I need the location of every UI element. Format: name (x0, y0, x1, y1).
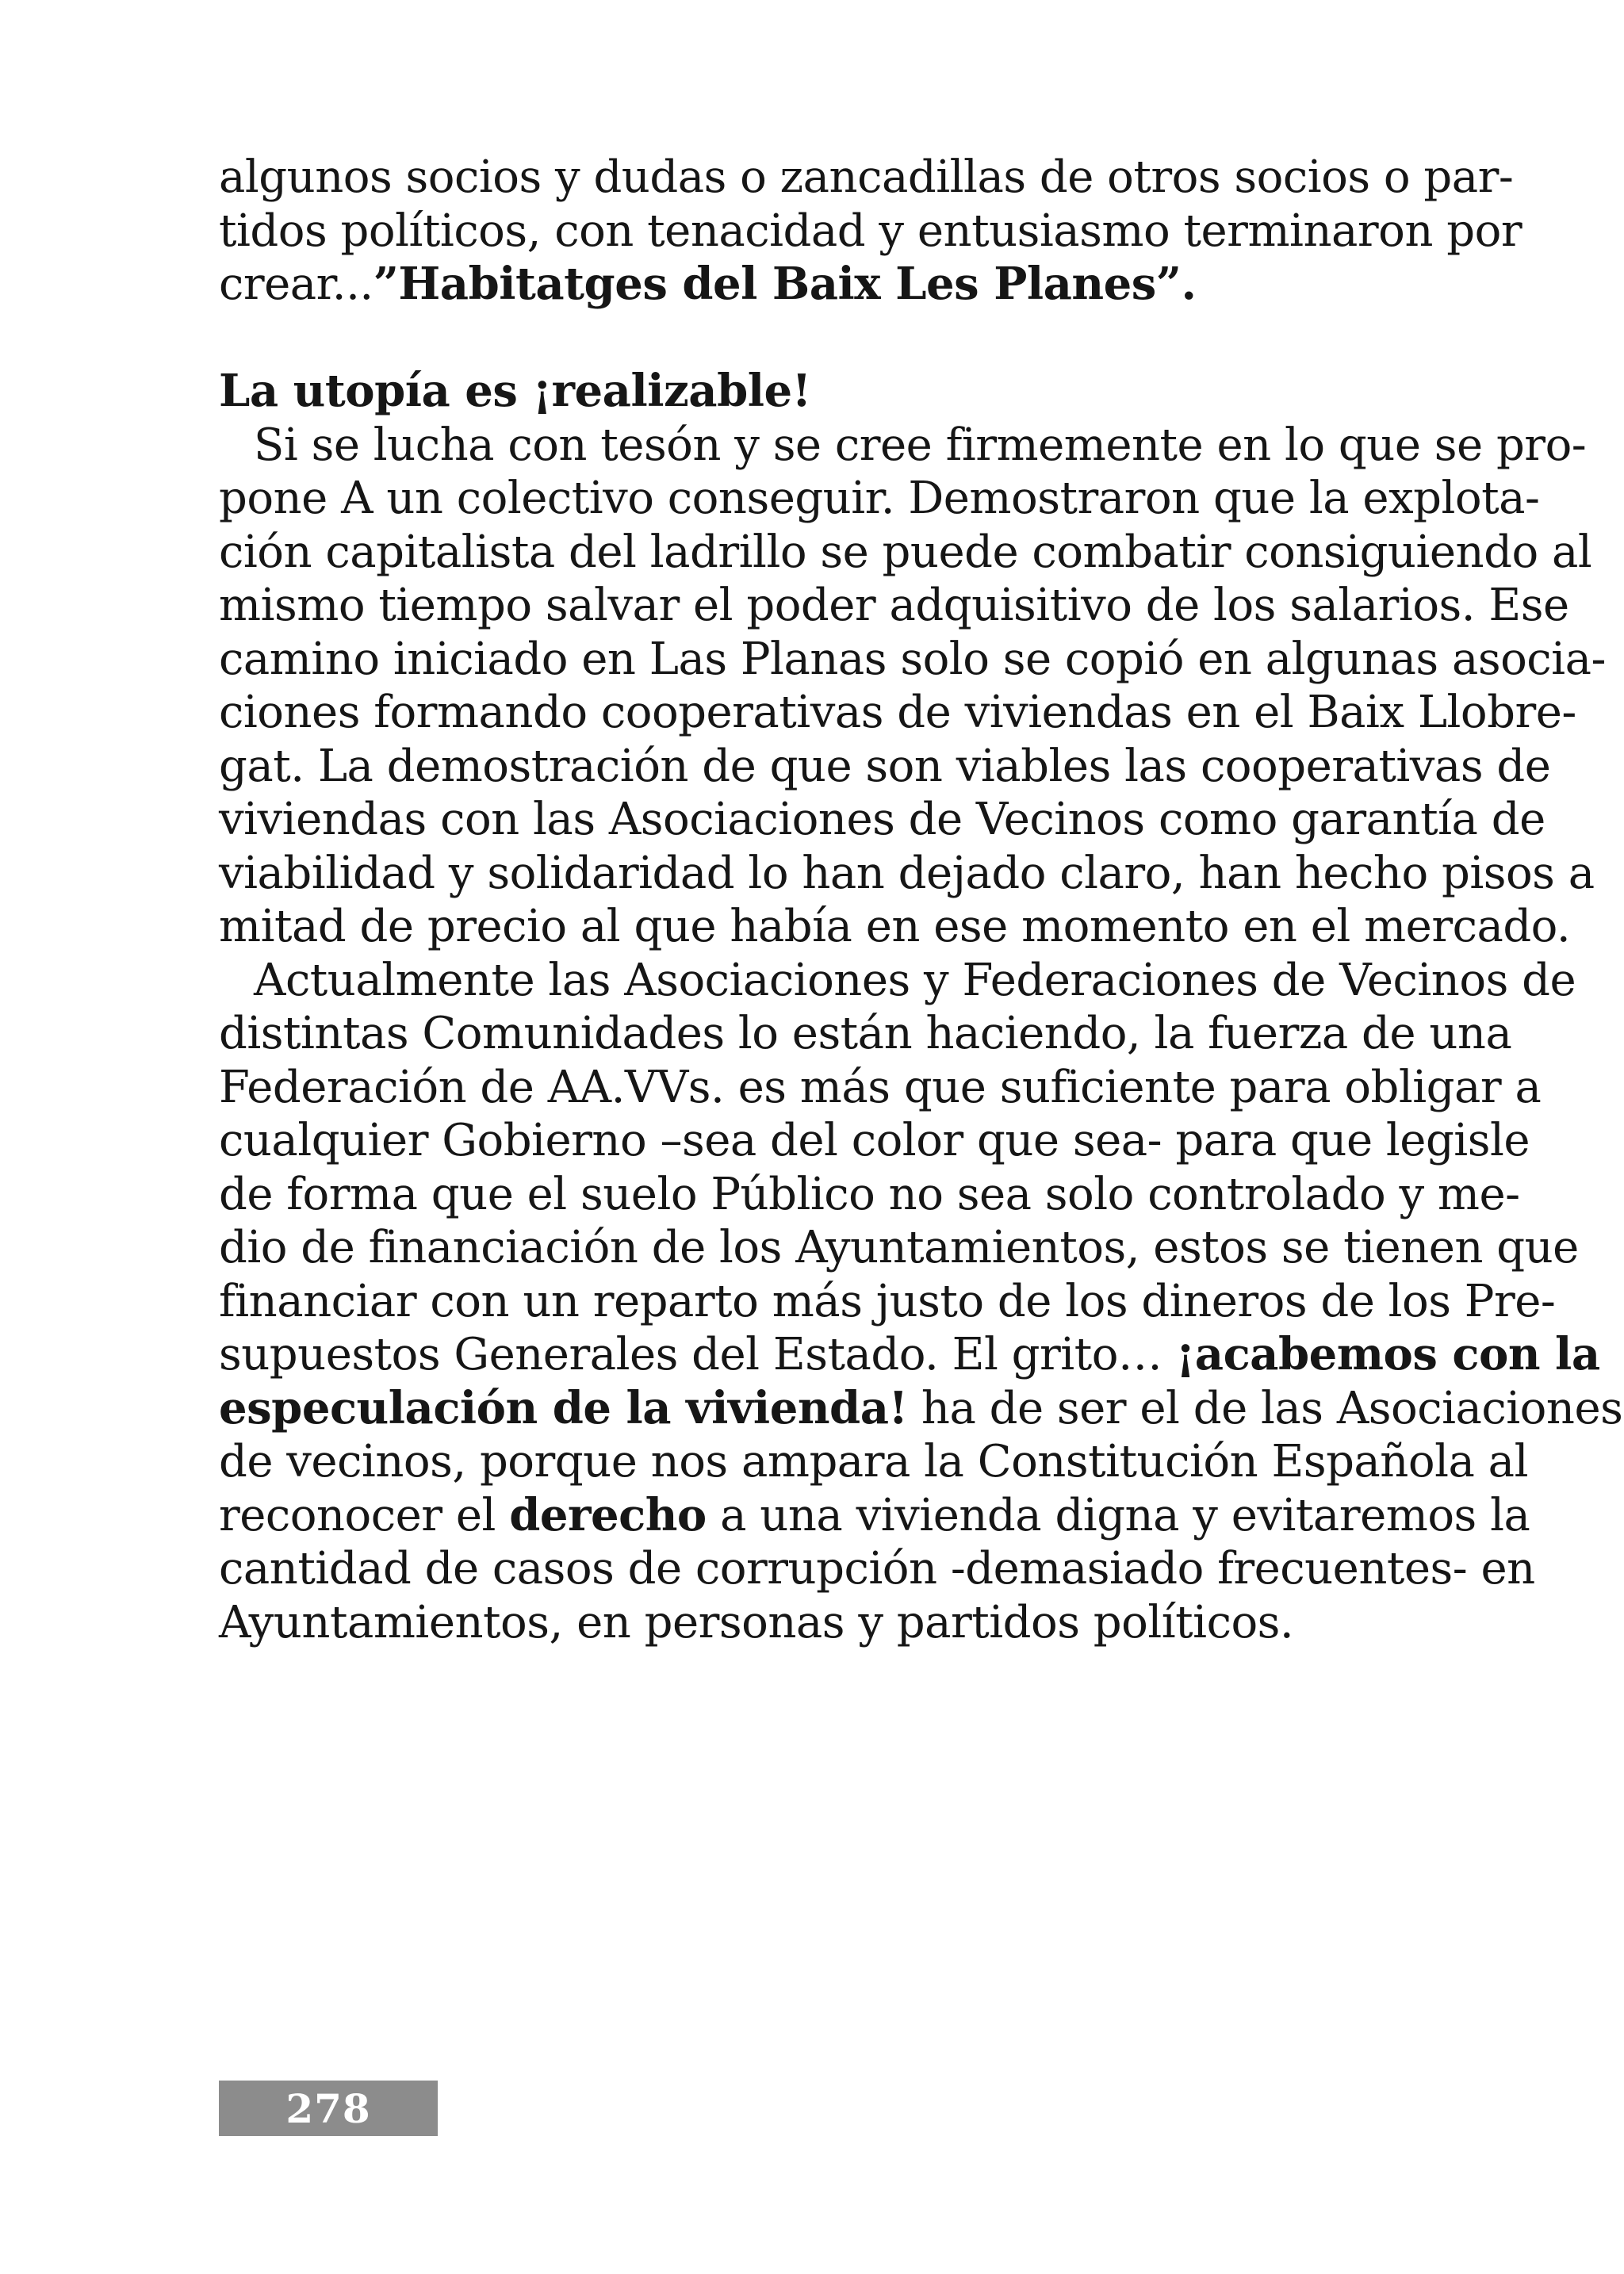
text-line: distintas Comunidades lo están haciendo, la fuerza de una (219, 1008, 1512, 1059)
text-line: ciones formando cooperativas de viviendas en el Baix Llobre- (219, 687, 1576, 738)
text-span: ha de ser el de las Asociaciones (907, 1382, 1623, 1434)
text-line: de forma que el suelo Público no sea solo controlado y me- (219, 1168, 1520, 1220)
bold-text: ”Habitatges del Baix Les Planes”. (373, 258, 1197, 310)
text-span: a una vivienda digna y evitaremos la (706, 1489, 1530, 1541)
page-number-badge (219, 2081, 438, 2136)
page-number: 278 (285, 2084, 371, 2132)
text-line: tidos políticos, con tenacidad y entusiasmo terminaron por (219, 205, 1522, 257)
paragraph-continuation (219, 151, 1522, 312)
text-line: Actualmente las Asociaciones y Federaciones de Vecinos de (254, 954, 1576, 1006)
text-line: ción capitalista del ladrillo se puede combatir consiguiendo al (219, 526, 1592, 578)
text-line: de vecinos, porque nos ampara la Constitución Española al (219, 1436, 1528, 1487)
text-line: viabilidad y solidaridad lo han dejado claro, han hecho pisos a (219, 847, 1595, 899)
text-line: Si se lucha con tesón y se cree firmemente en lo que se pro- (254, 419, 1587, 471)
page-body (219, 151, 1623, 1649)
text-line: financiar con un reparto más justo de los dineros de los Pre- (219, 1275, 1556, 1327)
text-line: Ayuntamientos, en personas y partidos políticos. (219, 1596, 1294, 1648)
text-line (219, 258, 1480, 312)
bold-text: ¡acabemos con la (1175, 1328, 1600, 1380)
bold-text: especulación de la vivienda! (219, 1381, 908, 1434)
text-span: supuestos Generales del Estado. El grito… (219, 1329, 1176, 1380)
paragraph (219, 419, 1606, 954)
text-line: mitad de precio al que había en ese momento en el mercado. (219, 901, 1571, 952)
text-line: mismo tiempo salvar el poder adquisitivo de los salarios. Ese (219, 580, 1569, 631)
text-line: Federación de AA.VVs. es más que suficiente para obligar a (219, 1061, 1542, 1113)
text-line: cualquier Gobierno –sea del color que sea- para que legisle (219, 1115, 1530, 1166)
text-line: camino iniciado en Las Planas solo se copió en algunas asocia- (219, 633, 1606, 685)
paragraph (219, 954, 1623, 1650)
text-line: cantidad de casos de corrupción -demasiado frecuentes- en (219, 1543, 1535, 1594)
text-line (219, 1328, 1600, 1382)
text-line: pone A un colectivo conseguir. Demostraron que la explota- (219, 473, 1540, 524)
text-line: algunos socios y dudas o zancadillas de otros socios o par- (219, 151, 1514, 203)
text-line (219, 1488, 1530, 1543)
text-line: dio de financiación de los Ayuntamientos, estos se tienen que (219, 1222, 1579, 1273)
bold-text: derecho (509, 1488, 707, 1541)
text-line (219, 1381, 1623, 1436)
paragraph-gap (219, 312, 1480, 366)
section-heading: La utopía es ¡realizable! (219, 365, 811, 417)
text-line: viviendas con las Asociaciones de Vecinos como garantía de (219, 794, 1545, 845)
text-span: reconocer el (219, 1489, 510, 1541)
text-span: crear... (219, 258, 373, 310)
text-line: gat. La demostración de que son viables las cooperativas de (219, 740, 1551, 792)
